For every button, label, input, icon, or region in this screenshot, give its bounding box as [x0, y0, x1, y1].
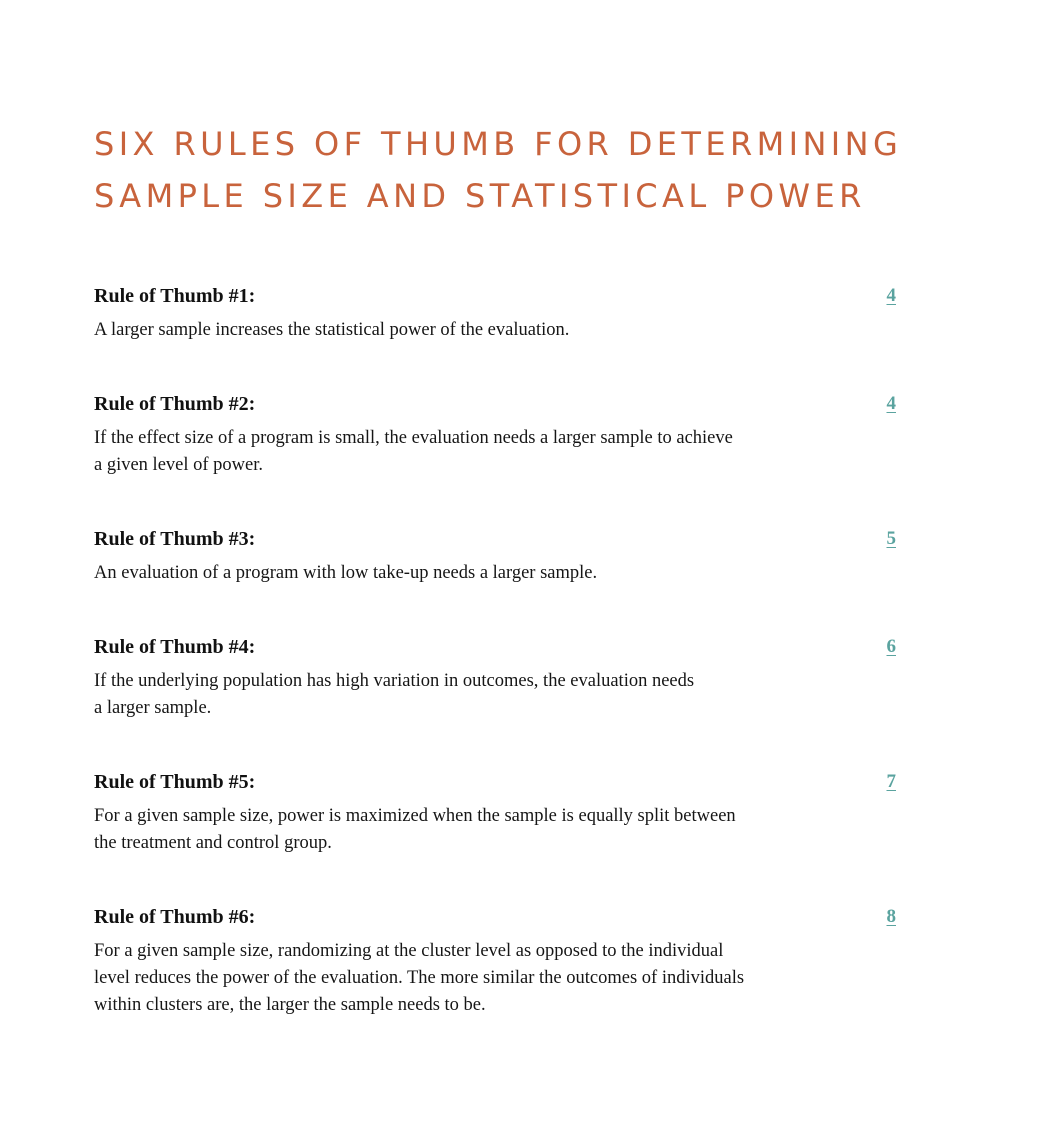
rule-header: [94, 281, 896, 311]
rule-item-1: [94, 281, 896, 344]
rule-description-line: For a given sample size, randomizing at the cluster level as opposed to the individual: [94, 941, 724, 961]
rule-description: [94, 668, 794, 722]
rule-description: [94, 425, 794, 479]
rule-heading: Rule of Thumb #1:: [94, 285, 256, 307]
rule-description-line: A larger sample increases the statistical power of the evaluation.: [94, 320, 570, 340]
rule-description: [94, 560, 794, 587]
rule-description-line: If the underlying population has high variation in outcomes, the evaluation needs: [94, 671, 695, 691]
rule-description-line: An evaluation of a program with low take-up needs a larger sample.: [94, 563, 598, 583]
page-number-link[interactable]: 5: [886, 528, 896, 549]
rule-item-6: [94, 902, 896, 1019]
rule-header: [94, 902, 896, 932]
rule-description-line: a larger sample.: [94, 698, 212, 718]
page-title-line-2: SAMPLE SIZE AND STATISTICAL POWER: [94, 177, 866, 215]
rule-item-5: [94, 767, 896, 857]
rule-description: [94, 803, 794, 857]
rule-item-3: [94, 524, 896, 587]
page-number-link[interactable]: 4: [886, 285, 896, 306]
page-number-link[interactable]: 4: [886, 393, 896, 414]
rule-description-line: the treatment and control group.: [94, 833, 332, 853]
rule-item-2: [94, 389, 896, 479]
rule-description: [94, 938, 794, 1019]
rule-heading: Rule of Thumb #5:: [94, 771, 256, 793]
rule-description-line: If the effect size of a program is small, the evaluation needs a larger sample to achieve: [94, 428, 733, 448]
rule-heading: Rule of Thumb #3:: [94, 528, 256, 550]
rule-item-4: [94, 632, 896, 722]
rule-description-line: a given level of power.: [94, 455, 264, 475]
rule-heading: Rule of Thumb #4:: [94, 636, 256, 658]
rule-header: [94, 632, 896, 662]
page-number-link[interactable]: 7: [886, 771, 896, 792]
rule-description: [94, 317, 794, 344]
page-number-link[interactable]: 6: [886, 636, 896, 657]
rule-header: [94, 389, 896, 419]
rule-description-line: level reduces the power of the evaluation. The more similar the outcomes of individuals: [94, 968, 745, 988]
page-title-line-1: SIX RULES OF THUMB FOR DETERMINING: [94, 125, 903, 163]
rule-heading: Rule of Thumb #6:: [94, 906, 256, 928]
rule-header: [94, 524, 896, 554]
page-title: [94, 118, 974, 222]
rule-description-line: within clusters are, the larger the sample needs to be.: [94, 995, 486, 1015]
rule-heading: Rule of Thumb #2:: [94, 393, 256, 415]
page-number-link[interactable]: 8: [886, 906, 896, 927]
rule-description-line: For a given sample size, power is maximized when the sample is equally split between: [94, 806, 736, 826]
rule-header: [94, 767, 896, 797]
